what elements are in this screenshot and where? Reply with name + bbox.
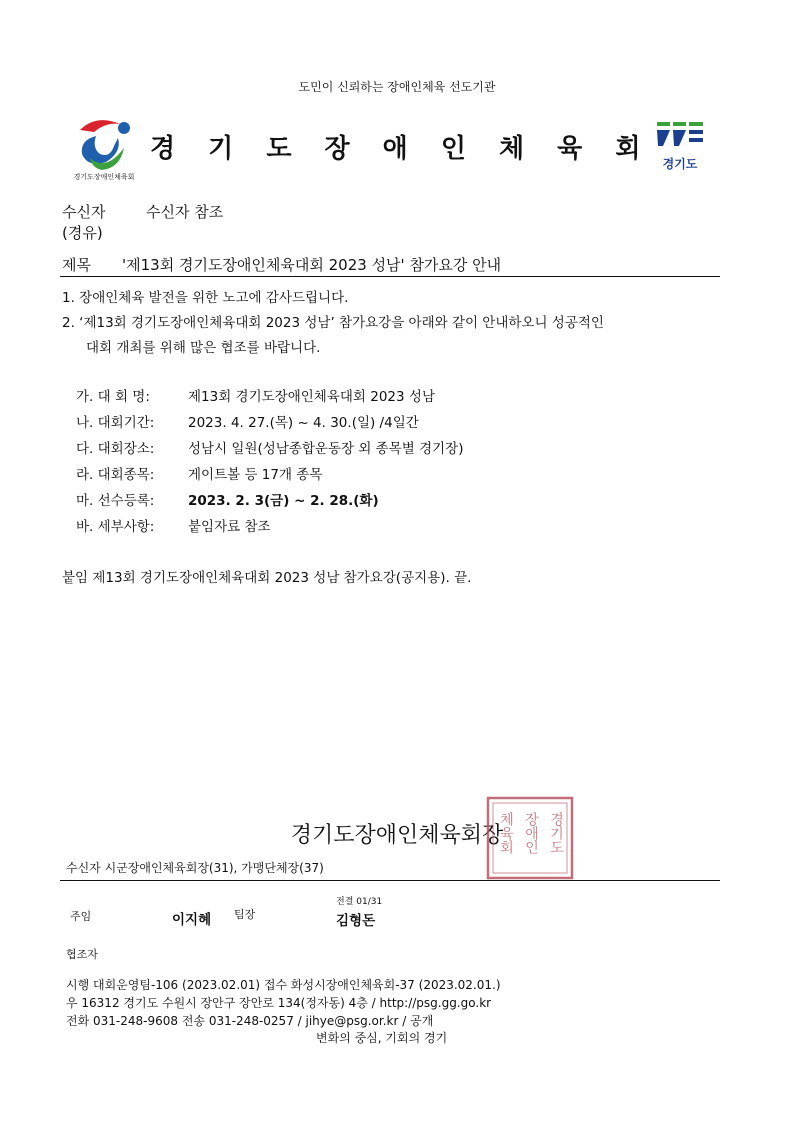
gyeonggi-logo-icon: [655, 120, 705, 172]
svg-text:체육회: 체육회: [498, 812, 514, 854]
attachment-line: 붙임 제13회 경기도장애인체육대회 2023 성남 참가요강(공지용). 끝.: [62, 570, 472, 586]
item-value: 2023. 4. 27.(목) ~ 4. 30.(일) /4일간: [188, 415, 419, 431]
contact-info: 전화 031-248-9608 전송 031-248-0257 / jihye@psg.or.kr / 공개: [66, 1014, 434, 1028]
item-value: 제13회 경기도장애인체육대회 2023 성남: [188, 389, 435, 405]
staff-label: 주임: [70, 910, 92, 923]
item-value: 게이트볼 등 17개 종목: [188, 467, 323, 483]
svg-text:경기도: 경기도: [548, 812, 564, 854]
gyeonggi-logo-caption: 경기도: [662, 157, 698, 171]
item-value: 붙임자료 참조: [188, 519, 271, 535]
recipient-label: 수신자: [62, 203, 106, 221]
subject-label: 제목: [62, 256, 91, 274]
subject-value: '제13회 경기도장애인체육대회 2023 성남' 참가요강 안내: [122, 256, 502, 274]
head-label: 팀장: [234, 908, 256, 921]
svg-text:장애인: 장애인: [523, 812, 539, 854]
address-info: 우 16312 경기도 수원시 장안구 장안로 134(정자동) 4층 / http://psg.gg.go.kr: [66, 996, 492, 1010]
via-label: (경유): [62, 224, 103, 242]
footer-divider: [60, 880, 720, 881]
staff-name: 이지혜: [172, 912, 212, 928]
item-label: 마. 선수등록:: [76, 493, 155, 509]
item-label: 다. 대회장소:: [76, 441, 155, 457]
paragraph-1: 1. 장애인체육 발전을 위한 노고에 감사드립니다.: [62, 290, 349, 306]
page-title: 경 기 도 장 애 인 체 육 회: [150, 134, 653, 164]
final-approval-note: 전결 01/31: [336, 897, 383, 907]
item-label: 바. 세부사항:: [76, 519, 155, 535]
slogan: 도민이 신뢰하는 장애인체육 선도기관: [298, 80, 496, 94]
paragraph-2-line-1: 2. ‘제13회 경기도장애인체육대회 2023 성남’ 참가요강을 아래와 같이 안내하오니 성공적인: [62, 315, 604, 331]
subject-divider: [60, 276, 720, 277]
item-label: 나. 대회기간:: [76, 415, 155, 431]
recipients-list: 수신자 시군장애인체육회장(31), 가맹단체장(37): [66, 861, 324, 875]
footer-motto: 변화의 중심, 기회의 경기: [316, 1031, 448, 1045]
cooperator-label: 협조자: [66, 948, 98, 961]
head-name: 김형돈: [336, 913, 376, 929]
item-label: 가. 대 회 명:: [76, 389, 150, 405]
official-seal-icon: [486, 796, 574, 880]
issuer-name: 경기도장애인체육회장: [290, 823, 504, 848]
item-value: 성남시 일원(성남종합운동장 외 종목별 경기장): [188, 441, 464, 457]
paragraph-2-line-2: 대회 개최를 위해 많은 협조를 바랍니다.: [86, 340, 321, 356]
item-value-registration: 2023. 2. 3(금) ~ 2. 28.(화): [188, 493, 379, 509]
item-label: 라. 대회종목:: [76, 467, 155, 483]
org-logo-caption: 경기도장애인체육회: [73, 173, 135, 181]
sent-info: 시행 대회운영팀-106 (2023.02.01) 접수 화성시장애인체육회-37 (2023.02.01.): [66, 978, 501, 992]
recipient-value: 수신자 참조: [146, 203, 224, 221]
